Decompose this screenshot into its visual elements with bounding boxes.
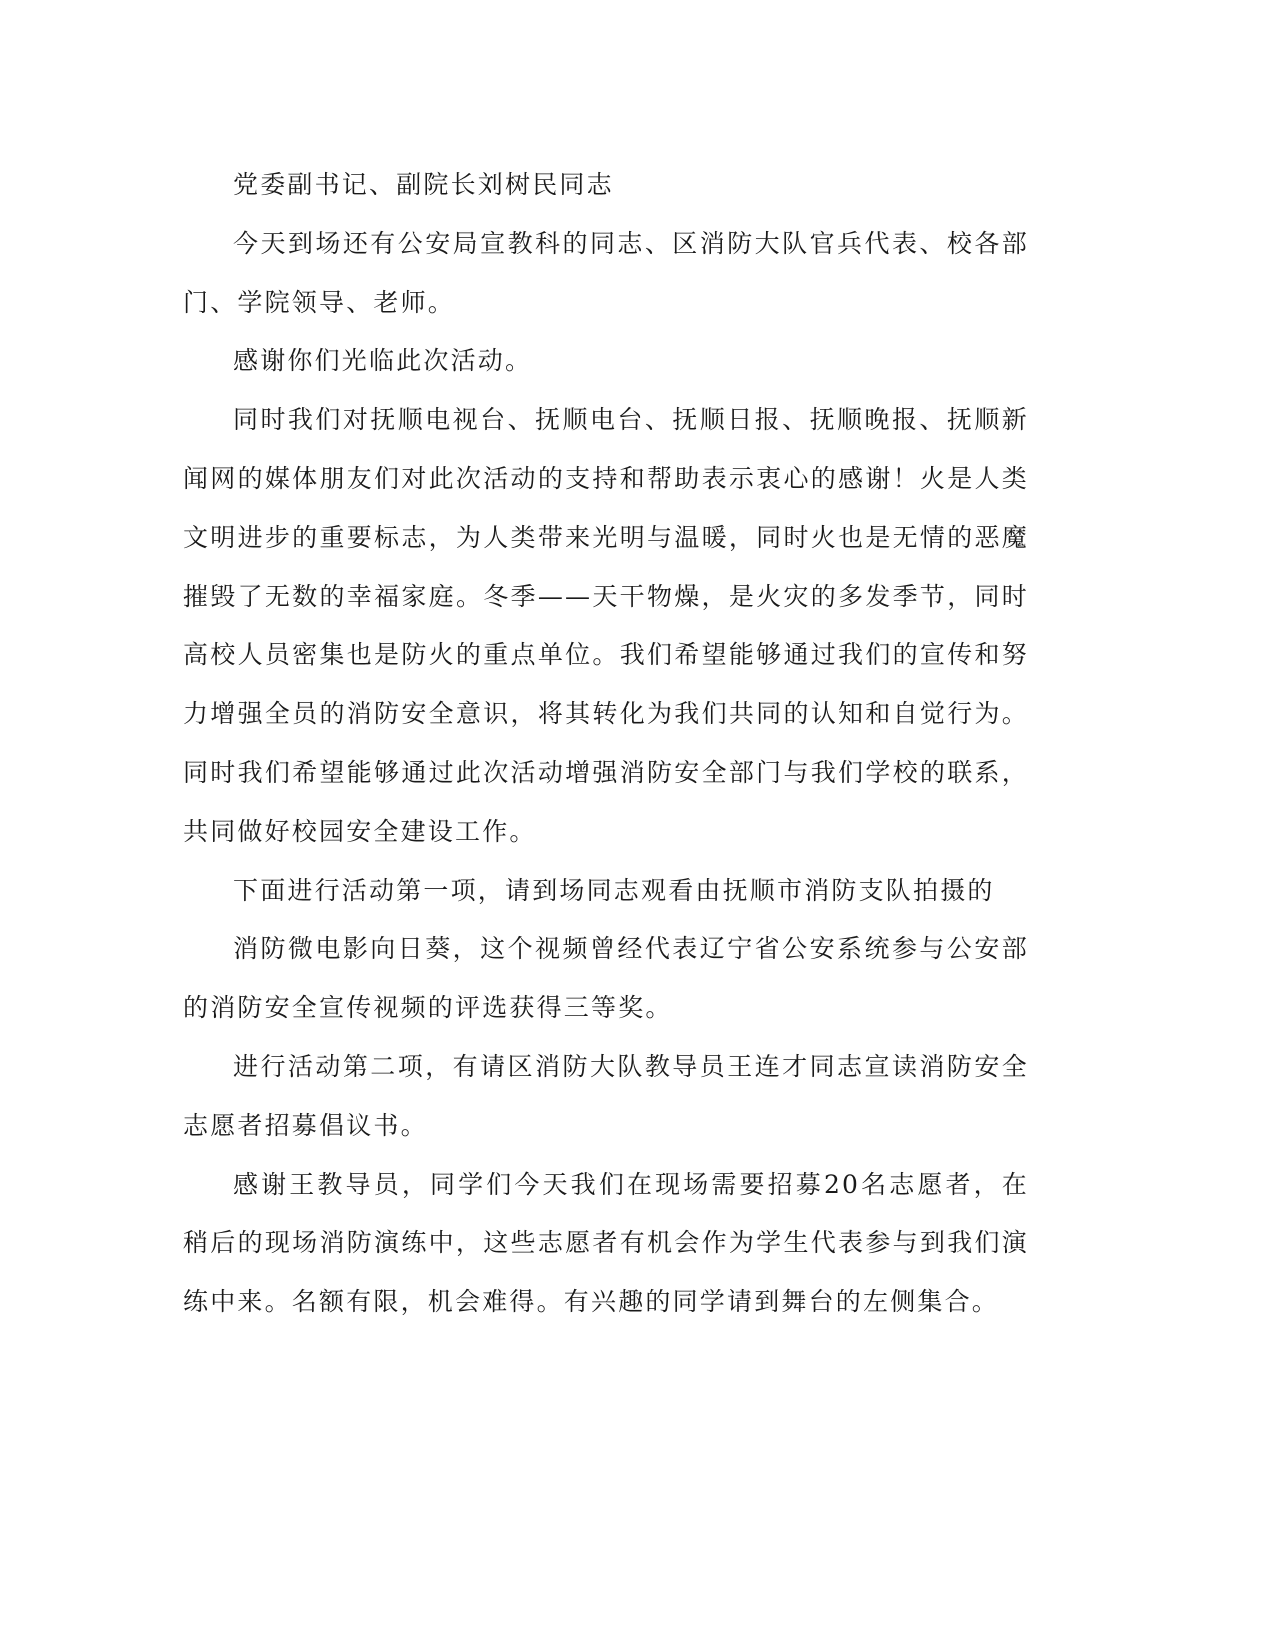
paragraph-volunteer-recruitment: 感谢王教导员，同学们今天我们在现场需要招募20名志愿者，在稍后的现场消防演练中，这些志愿者有机会作为学生代表参与到我们演练中来。名额有限，机会难得。有兴趣的同学请到舞台的左侧集合。 bbox=[183, 1169, 1029, 1317]
paragraph-activity-one: 下面进行活动第一项，请到场同志观看由抚顺市消防支队拍摄的 bbox=[233, 875, 995, 905]
paragraph-attendees: 今天到场还有公安局宣教科的同志、区消防大队官兵代表、校各部门、学院领导、老师。 bbox=[183, 228, 1029, 317]
document-body bbox=[183, 156, 1029, 1332]
paragraph-media-and-fire-safety: 同时我们对抚顺电视台、抚顺电台、抚顺日报、抚顺晚报、抚顺新闻网的媒体朋友们对此次活动的支持和帮助表示衷心的感谢！火是人类文明进步的重要标志，为人类带来光明与温暖，同时火也是无情的恶魔摧毁了无数的幸福家庭。冬季——天干物燥，是火灾的多发季节，同时高校人员密集也是防火的重点单位。我们希望能够通过我们的宣传和努力增强全员的消防安全意识，将其转化为我们共同的认知和自觉行为。同时我们希望能够通过此次活动增强消防安全部门与我们学校的联系，共同做好校园安全建设工作。 bbox=[183, 405, 1029, 846]
paragraph-activity-two: 进行活动第二项，有请区消防大队教导员王连才同志宣读消防安全志愿者招募倡议书。 bbox=[183, 1051, 1029, 1140]
paragraph-thanks: 感谢你们光临此次活动。 bbox=[233, 346, 533, 376]
paragraph-micro-film: 消防微电影向日葵，这个视频曾经代表辽宁省公安系统参与公安部的消防安全宣传视频的评选获得三等奖。 bbox=[183, 934, 1029, 1023]
paragraph-speaker-intro: 党委副书记、副院长刘树民同志 bbox=[233, 170, 614, 199]
